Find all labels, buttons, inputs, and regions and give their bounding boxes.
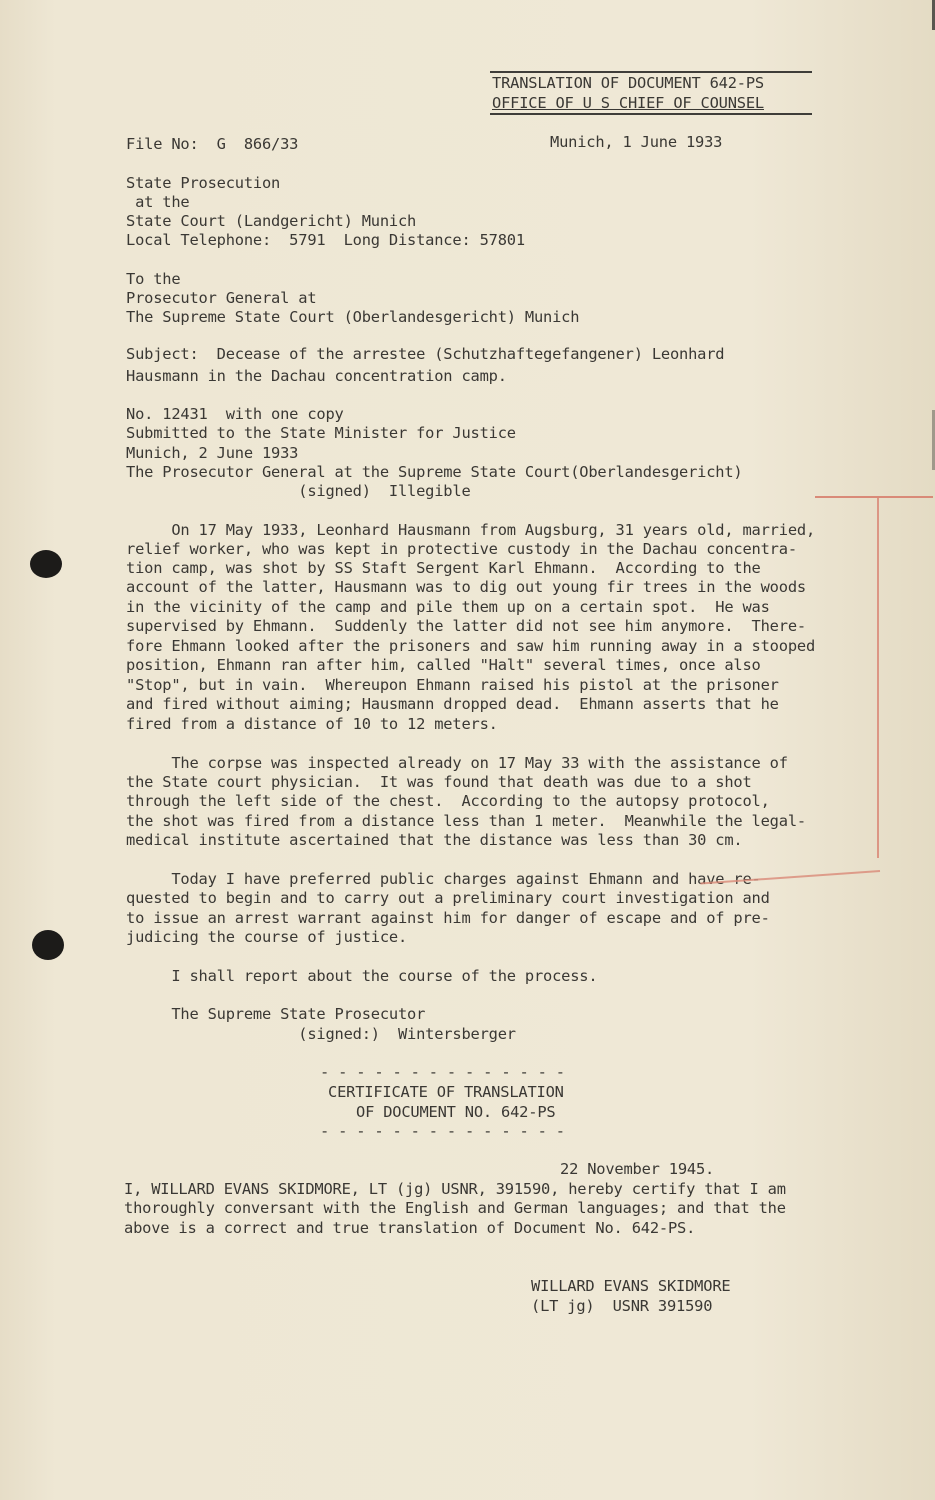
file-number: File No: G 866/33 bbox=[126, 135, 299, 153]
certificate-date: 22 November 1945. bbox=[560, 1160, 715, 1178]
translator-name: WILLARD EVANS SKIDMORE bbox=[531, 1277, 731, 1295]
translator-rank: (LT jg) USNR 391590 bbox=[531, 1297, 713, 1315]
certificate-dashes-bottom: - - - - - - - - - - - - - - bbox=[320, 1122, 565, 1140]
certificate-body-line: I, WILLARD EVANS SKIDMORE, LT (jg) USNR, 391590, hereby certify that I am bbox=[124, 1180, 786, 1198]
body-line: tion camp, was shot by SS Staft Sergent Karl Ehmann. According to the bbox=[126, 559, 761, 577]
paragraph-report: I shall report about the course of the process. bbox=[126, 967, 598, 985]
body-line: "Stop", but in vain. Whereupon Ehmann raised his pistol at the prisoner bbox=[126, 676, 779, 694]
subject-line: Subject: Decease of the arrestee (Schutzhaftegefangener) Leonhard bbox=[126, 345, 725, 363]
recipient-line: The Supreme State Court (Oberlandesgericht) Munich bbox=[126, 308, 580, 326]
body-line: and fired without aiming; Hausmann dropped dead. Ehmann asserts that he bbox=[126, 695, 779, 713]
header-line-1: TRANSLATION OF DOCUMENT 642-PS bbox=[492, 74, 764, 92]
recipient-line: To the bbox=[126, 270, 181, 288]
body-line: quested to begin and to carry out a preliminary court investigation and bbox=[126, 889, 770, 907]
body-line: the shot was fired from a distance less than 1 meter. Meanwhile the legal- bbox=[126, 812, 806, 830]
routing-line: Submitted to the State Minister for Justice bbox=[126, 424, 516, 442]
sender-line: Local Telephone: 5791 Long Distance: 57801 bbox=[126, 231, 525, 249]
routing-line: (signed) Illegible bbox=[126, 482, 471, 500]
certificate-body-line: thoroughly conversant with the English and German languages; and that the bbox=[124, 1199, 786, 1217]
routing-line: Munich, 2 June 1933 bbox=[126, 444, 299, 462]
body-line: judicing the course of justice. bbox=[126, 928, 408, 946]
header-top-rule bbox=[490, 71, 812, 73]
punch-hole-bottom bbox=[32, 930, 64, 960]
routing-line: The Prosecutor General at the Supreme State Court(Oberlandesgericht) bbox=[126, 463, 743, 481]
certificate-title-1: CERTIFICATE OF TRANSLATION bbox=[328, 1083, 564, 1101]
sender-line: at the bbox=[126, 193, 190, 211]
body-line: fore Ehmann looked after the prisoners and saw him running away in a stooped bbox=[126, 637, 816, 655]
certificate-title-2: OF DOCUMENT NO. 642-PS bbox=[356, 1103, 556, 1121]
body-line: medical institute ascertained that the distance was less than 30 cm. bbox=[126, 831, 743, 849]
certificate-dashes-top: - - - - - - - - - - - - - - bbox=[320, 1063, 565, 1081]
body-line: the State court physician. It was found that death was due to a shot bbox=[126, 773, 752, 791]
body-line: Today I have preferred public charges against Ehmann and have re- bbox=[126, 870, 761, 888]
body-line: account of the latter, Hausmann was to dig out young fir trees in the woods bbox=[126, 578, 806, 596]
red-pencil-mark-horizontal bbox=[815, 496, 933, 498]
sender-line: State Court (Landgericht) Munich bbox=[126, 212, 417, 230]
body-line: relief worker, who was kept in protective custody in the Dachau concentra- bbox=[126, 540, 797, 558]
header-bottom-rule bbox=[490, 113, 812, 115]
body-line: fired from a distance of 10 to 12 meters. bbox=[126, 715, 498, 733]
body-line: supervised by Ehmann. Suddenly the latter did not see him anymore. There- bbox=[126, 617, 806, 635]
sender-line: State Prosecution bbox=[126, 174, 281, 192]
punch-hole-top bbox=[30, 550, 62, 578]
header-line-2: OFFICE OF U S CHIEF OF COUNSEL bbox=[492, 94, 764, 112]
place-date: Munich, 1 June 1933 bbox=[550, 133, 723, 151]
body-line: On 17 May 1933, Leonhard Hausmann from Augsburg, 31 years old, married, bbox=[126, 521, 816, 539]
routing-line: No. 12431 with one copy bbox=[126, 405, 344, 423]
body-line: through the left side of the chest. According to the autopsy protocol, bbox=[126, 792, 770, 810]
closing-signature: (signed:) Wintersberger bbox=[126, 1025, 516, 1043]
body-line: to issue an arrest warrant against him for danger of escape and of pre- bbox=[126, 909, 770, 927]
body-line: position, Ehmann ran after him, called "Halt" several times, once also bbox=[126, 656, 761, 674]
closing-title: The Supreme State Prosecutor bbox=[126, 1005, 426, 1023]
red-pencil-mark-vertical bbox=[877, 498, 879, 858]
body-line: in the vicinity of the camp and pile them up on a certain spot. He was bbox=[126, 598, 770, 616]
body-line: The corpse was inspected already on 17 May 33 with the assistance of bbox=[126, 754, 788, 772]
recipient-line: Prosecutor General at bbox=[126, 289, 317, 307]
certificate-body-line: above is a correct and true translation of Document No. 642-PS. bbox=[124, 1219, 696, 1237]
subject-line: Hausmann in the Dachau concentration camp. bbox=[126, 367, 507, 385]
